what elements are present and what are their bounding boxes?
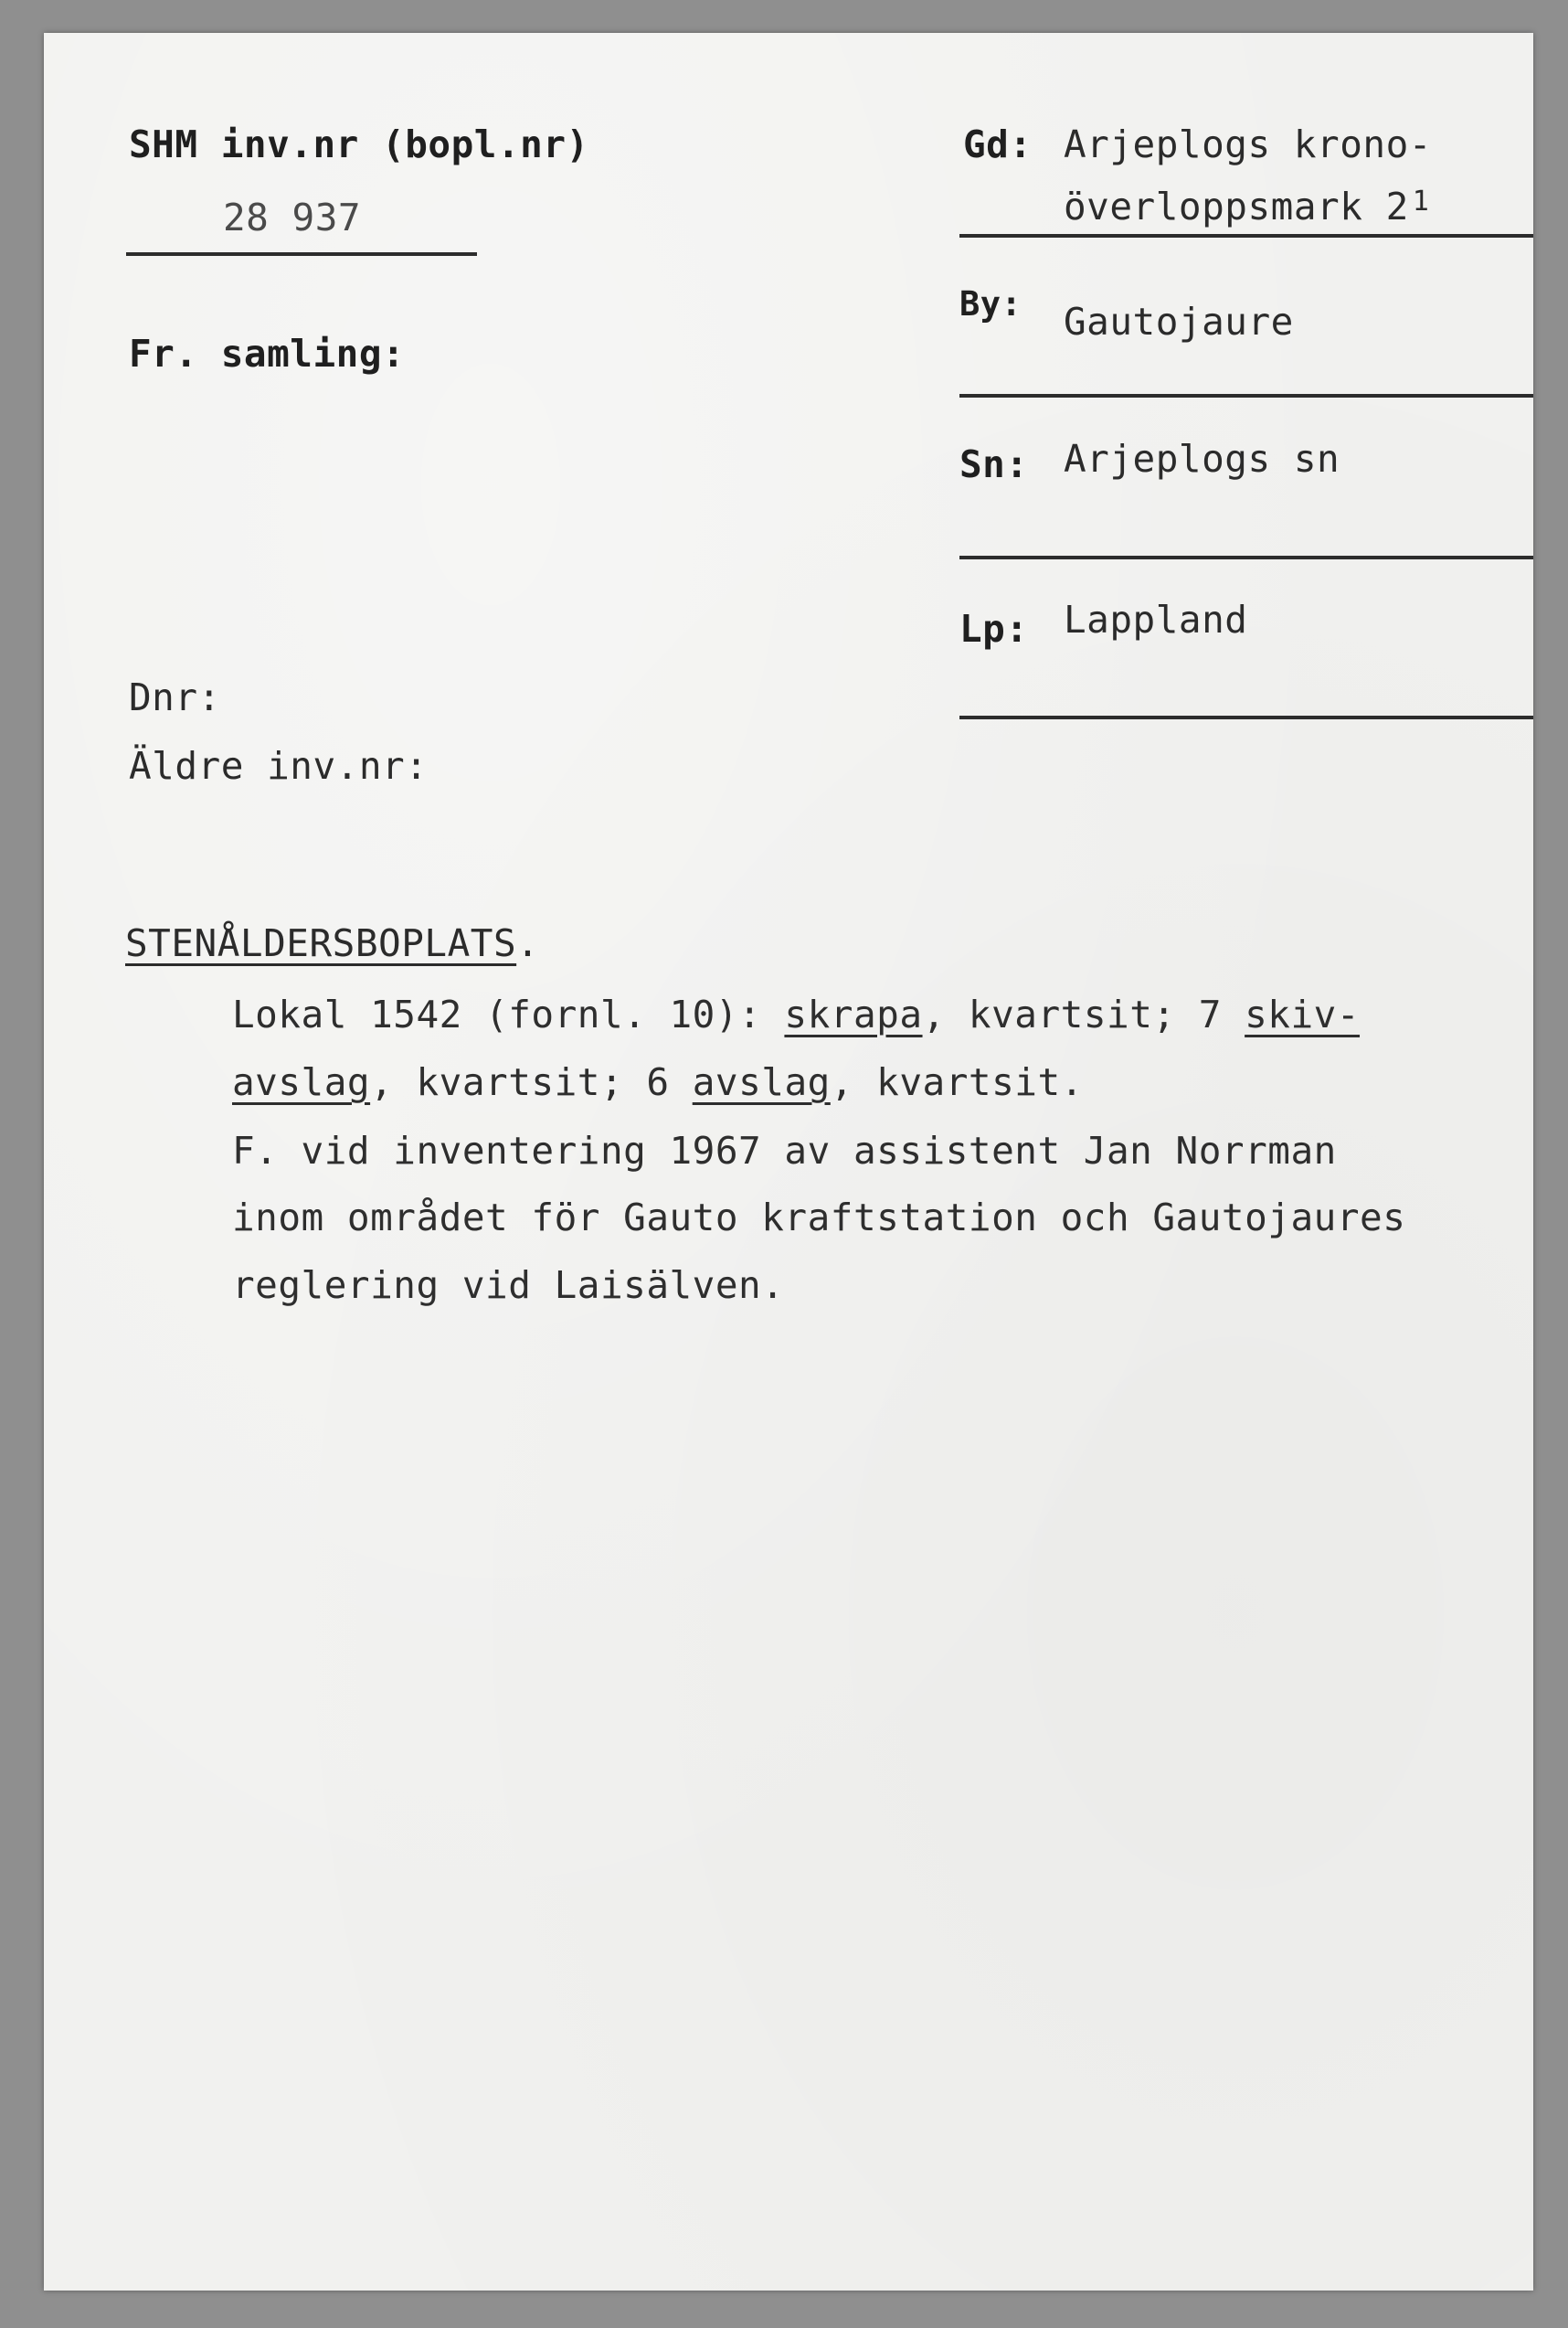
description-line-2 bbox=[232, 1060, 1084, 1104]
by-rule bbox=[959, 394, 1533, 398]
sn-label: Sn: bbox=[959, 442, 1029, 486]
inv-nr-rule bbox=[126, 252, 477, 256]
section-heading bbox=[125, 921, 540, 965]
line2-c: 6 bbox=[646, 1060, 670, 1104]
sn-rule bbox=[959, 556, 1533, 559]
gd-value-line1: Arjeplogs krono- bbox=[1064, 122, 1432, 166]
inv-nr-label: SHM inv.nr (bopl.nr) bbox=[129, 122, 589, 166]
by-value: Gautojaure bbox=[1064, 300, 1294, 344]
section-heading-suffix: . bbox=[516, 921, 540, 965]
line2-b: , kvartsit; bbox=[370, 1060, 647, 1104]
line1-d: skiv- bbox=[1245, 993, 1361, 1036]
description-line-5: reglering vid Laisälven. bbox=[232, 1263, 785, 1307]
line1-b: skrapa bbox=[784, 993, 923, 1036]
section-heading-text: STENÅLDERSBOPLATS bbox=[125, 921, 517, 965]
dnr-label: Dnr: bbox=[129, 675, 221, 719]
gd-value-line2 bbox=[1064, 185, 1430, 229]
gd-rule bbox=[959, 234, 1533, 238]
line2-f: , kvartsit. bbox=[830, 1060, 1084, 1104]
inv-nr-value: 28 937 bbox=[223, 196, 362, 239]
fr-samling-label: Fr. samling: bbox=[129, 332, 406, 376]
line2-a: avslag bbox=[232, 1060, 371, 1104]
gd-superscript: 1 bbox=[1412, 186, 1430, 218]
gd-value-line2-text: överloppsmark 2 bbox=[1064, 185, 1409, 229]
description-line-1 bbox=[232, 993, 1361, 1036]
by-label: By: bbox=[959, 284, 1022, 324]
lp-rule bbox=[959, 716, 1533, 719]
sn-value: Arjeplogs sn bbox=[1064, 437, 1340, 481]
line2-d bbox=[670, 1060, 693, 1104]
lp-label: Lp: bbox=[959, 607, 1029, 651]
line2-e: avslag bbox=[692, 1060, 831, 1104]
aldre-inv-nr-label: Äldre inv.nr: bbox=[129, 744, 429, 788]
description-line-4: inom området för Gauto kraftstation och Gautojaures bbox=[232, 1196, 1406, 1239]
description-line-3: F. vid inventering 1967 av assistent Jan Norrman bbox=[232, 1129, 1337, 1173]
gd-label: Gd: bbox=[963, 122, 1033, 166]
line1-a: Lokal 1542 (fornl. 10): bbox=[232, 993, 785, 1036]
lp-value: Lappland bbox=[1064, 598, 1248, 642]
line1-c: , kvartsit; 7 bbox=[922, 993, 1245, 1036]
